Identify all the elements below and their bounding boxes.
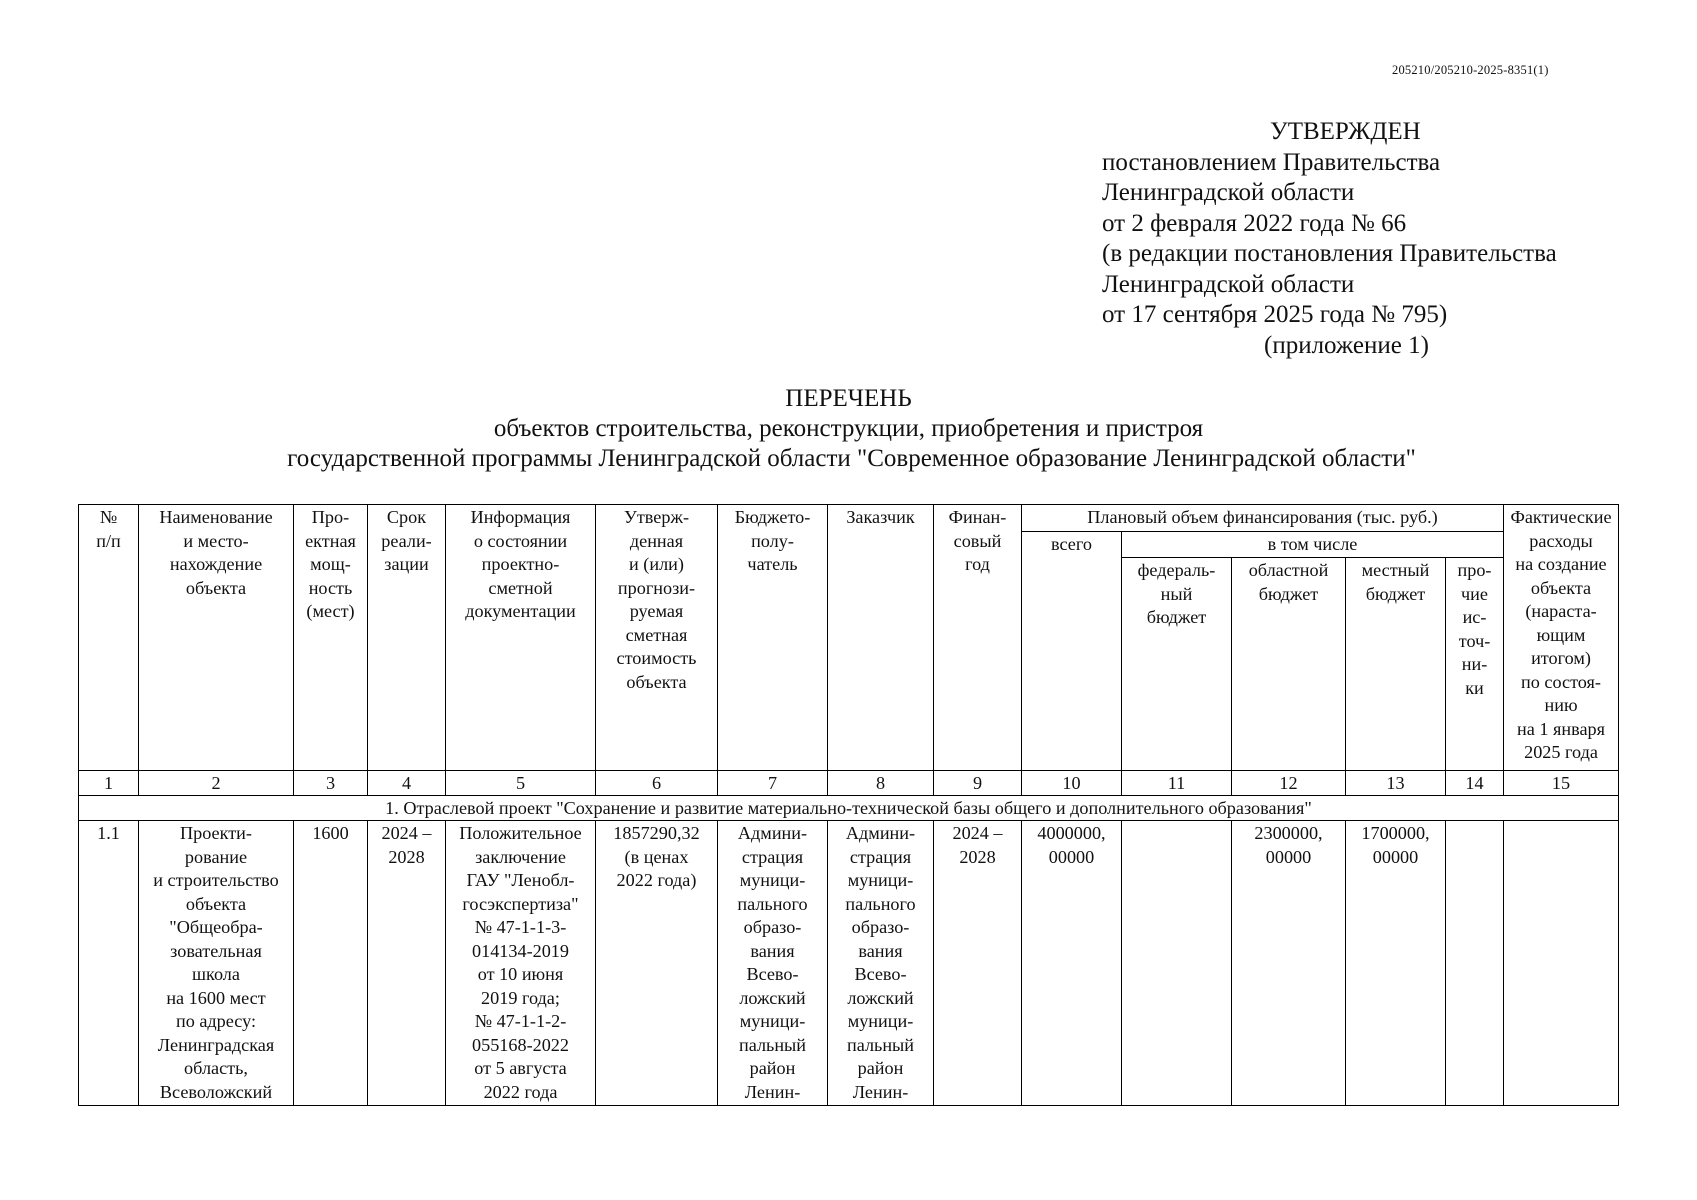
object-docs-info: Положительное заключение ГАУ "Ленобл- госэкспертиза" № 47-1-1-3- 014134-2019 от 10 июня 2019 года; № 47-1-1-2- 055168-2022 от 5 августа 2022 года bbox=[446, 821, 596, 1106]
section-row bbox=[79, 796, 1619, 821]
header-planned-financing: Плановый объем финансирования (тыс. руб.) bbox=[1022, 505, 1504, 532]
column-number: 14 bbox=[1446, 771, 1504, 796]
column-number: 12 bbox=[1232, 771, 1346, 796]
column-number: 4 bbox=[368, 771, 446, 796]
object-total: 4000000, 00000 bbox=[1022, 821, 1122, 1106]
object-local: 1700000, 00000 bbox=[1346, 821, 1446, 1106]
header-regional: областной бюджет bbox=[1232, 558, 1346, 771]
approval-line: постановлением Правительства bbox=[1102, 148, 1441, 176]
column-number: 5 bbox=[446, 771, 596, 796]
object-other bbox=[1446, 821, 1504, 1106]
section-title: 1. Отраслевой проект "Сохранение и развитие материально-технической базы общего и дополнительного образования" bbox=[79, 796, 1619, 821]
column-number: 3 bbox=[294, 771, 368, 796]
column-number: 15 bbox=[1504, 771, 1619, 796]
column-number-row bbox=[79, 771, 1619, 796]
object-name: Проекти- рование и строительство объекта "Общеобра- зовательная школа на 1600 мест по адресу: Ленинградская область, Всеволожский bbox=[139, 821, 294, 1106]
header-num: № п/п bbox=[79, 505, 139, 771]
object-federal bbox=[1122, 821, 1232, 1106]
header-name: Наименование и место- нахождение объекта bbox=[139, 505, 294, 771]
document-id: 205210/205210-2025-8351(1) bbox=[1392, 63, 1549, 77]
header-total: всего bbox=[1022, 531, 1122, 771]
title-line-1: объектов строительства, реконструкции, приобретения и пристроя bbox=[493, 415, 1204, 442]
table-row bbox=[79, 821, 1619, 1106]
object-regional: 2300000, 00000 bbox=[1232, 821, 1346, 1106]
column-number: 11 bbox=[1122, 771, 1232, 796]
column-number: 8 bbox=[828, 771, 934, 796]
approval-block bbox=[1102, 117, 1557, 361]
header-cost: Утверж- денная и (или) прогнози- руемая сметная стоимость объекта bbox=[596, 505, 718, 771]
column-number: 13 bbox=[1346, 771, 1446, 796]
object-fin-year: 2024 – 2028 bbox=[934, 821, 1022, 1106]
title-line-2: государственной программы Ленинградской области "Современное образование Ленинградской области" bbox=[287, 445, 1416, 472]
header-recipient: Бюджето- полу- чатель bbox=[718, 505, 828, 771]
approval-appendix: (приложение 1) bbox=[1264, 331, 1429, 359]
title-heading: ПЕРЕЧЕНЬ bbox=[785, 385, 912, 412]
column-number: 2 bbox=[139, 771, 294, 796]
column-number: 9 bbox=[934, 771, 1022, 796]
object-period: 2024 – 2028 bbox=[368, 821, 446, 1106]
approval-line: (в редакции постановления Правительства bbox=[1102, 240, 1557, 267]
object-customer: Админи- страция муници- пального образо- вания Всево- ложский муници- пальный район Ленин- bbox=[828, 821, 934, 1106]
approval-line: от 17 сентября 2025 года № 795) bbox=[1102, 301, 1448, 328]
column-number: 6 bbox=[596, 771, 718, 796]
approval-line: от 2 февраля 2022 года № 66 bbox=[1102, 209, 1407, 237]
objects-table bbox=[78, 504, 1619, 1106]
row-number: 1.1 bbox=[79, 821, 139, 1106]
object-actual bbox=[1504, 821, 1619, 1106]
header-customer: Заказчик bbox=[828, 505, 934, 771]
object-recipient: Админи- страция муници- пального образо- вания Всево- ложский муници- пальный район Ленин- bbox=[718, 821, 828, 1106]
column-number: 7 bbox=[718, 771, 828, 796]
header-fin-year: Финан- совый год bbox=[934, 505, 1022, 771]
header-period: Срок реали- зации bbox=[368, 505, 446, 771]
header-docs-info: Информация о состоянии проектно- сметной документации bbox=[446, 505, 596, 771]
header-other: про- чие ис- точ- ни- ки bbox=[1446, 558, 1504, 771]
document-title bbox=[0, 384, 1697, 474]
header-capacity: Про- ектная мощ- ность (мест) bbox=[294, 505, 368, 771]
approval-line: Ленинградской области bbox=[1102, 179, 1355, 206]
header-local: местный бюджет bbox=[1346, 558, 1446, 771]
column-number: 1 bbox=[79, 771, 139, 796]
column-number: 10 bbox=[1022, 771, 1122, 796]
header-including: в том числе bbox=[1122, 531, 1504, 558]
approval-heading: УТВЕРЖДЕН bbox=[1270, 118, 1421, 145]
header-row bbox=[79, 505, 1619, 532]
approval-line: Ленинградской области bbox=[1102, 270, 1355, 298]
header-actual-expenses: Фактические расходы на создание объекта (нараста- ющим итогом) по состоя- нию на 1 января 2025 года bbox=[1504, 505, 1619, 771]
header-federal: федераль- ный бюджет bbox=[1122, 558, 1232, 771]
object-capacity: 1600 bbox=[294, 821, 368, 1106]
object-cost: 1857290,32 (в ценах 2022 года) bbox=[596, 821, 718, 1106]
